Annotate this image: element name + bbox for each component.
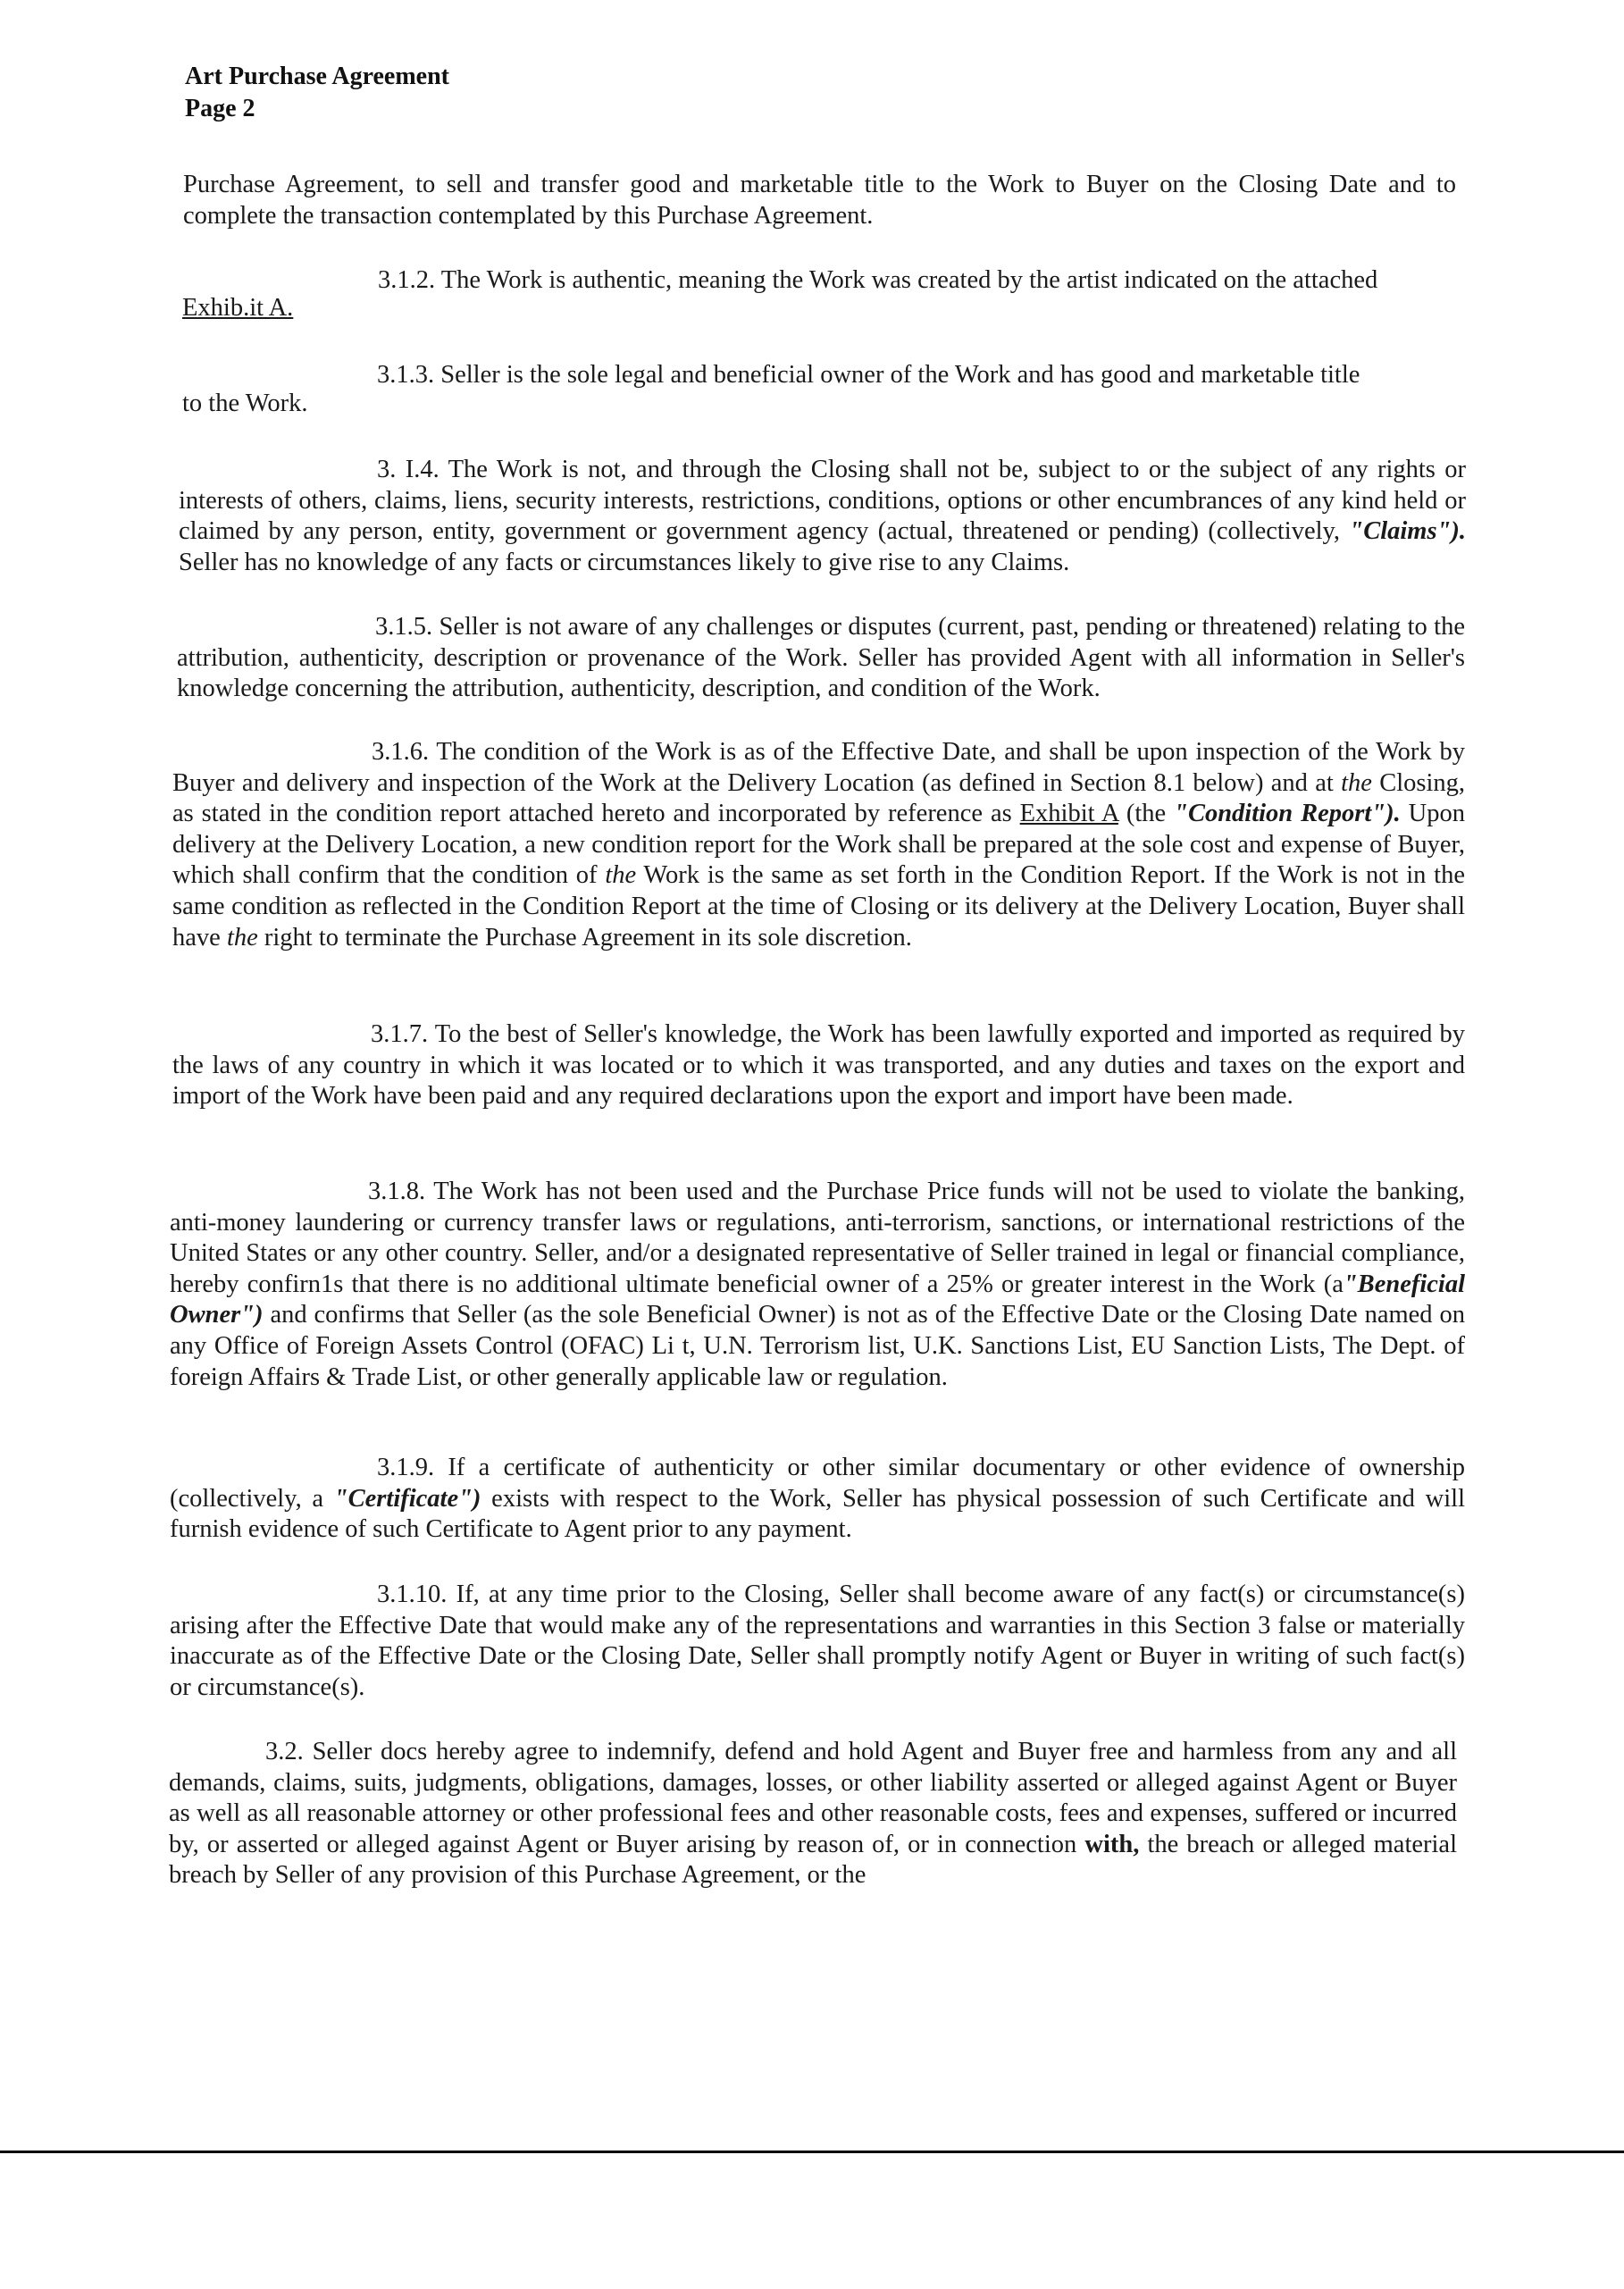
p316-text-f: right to terminate the Purchase Agreement in its sole discretion. bbox=[257, 923, 912, 952]
p316-text-a: 3.1.6. The condition of the Work is as of the Effective Date, and shall be upon inspection of the Work by Buyer and delivery and inspection of the Work at the Delivery Location (as defined in Section 8.1 below) and at bbox=[172, 738, 1465, 797]
p316-text-b: Closing, as stated in the condition report attached hereto and incorporated by reference as bbox=[172, 768, 1466, 828]
paragraph-3-1-10: 3.1.10. If, at any time prior to the Closing, Seller shall become aware of any fact(s) or circumstance(s) arising after the Effective Date that would make any of the representations and warranties in this Section 3 false or materially inaccurate as of the Effective Date or the Closing Date, Seller shall promptly notify Agent or Buyer in writing of such fact(s) or circumstance(s). bbox=[170, 1580, 1465, 1701]
p32-text-a: 3.2. Seller docs hereby agree to indemnify, defend and hold Agent and Buyer free and harmless from any and all demands, claims, suits, judgments, obligations, damages, losses, or other liability asserted or alleged against Agent or Buyer as well as all reasonable attorney or other professional fees and other reasonable costs, fees and expenses, suffered or incurred by, or asserted or alleged against Agent or Buyer arising by reason of, or in connection bbox=[169, 1738, 1457, 1858]
page-bottom-rule bbox=[0, 2151, 1624, 2153]
paragraph-3-1-3: 3.1.3. Seller is the sole legal and beneficial owner of the Work and has good and marketable title bbox=[377, 361, 1360, 389]
paragraph-3-1-4 bbox=[179, 455, 1466, 578]
paragraph-3-2 bbox=[169, 1737, 1457, 1891]
p316-the-2: the bbox=[605, 861, 637, 890]
p32-with: with, bbox=[1084, 1830, 1140, 1858]
page-header bbox=[185, 61, 449, 125]
certificate-term: "Certificate") bbox=[333, 1484, 481, 1513]
p318-text-b: and confirms that Seller (as the sole Beneficial Owner) is not as of the Effective Date or the Closing Date named on any Office of Foreign Assets Control (OFAC) Li t, U.N. Terrorism list, U.K. Sanctions List, EU Sanction Lists, The Dept. of foreign Affairs & Trade List, or other generally applicable law or regulation. bbox=[170, 1301, 1465, 1391]
p319-text-b: exists with respect to the Work, Seller has physical possession of such Certificate and will furnish evidence of such Certificate to Agent prior to any payment. bbox=[170, 1484, 1465, 1544]
exhibit-a-reference[interactable]: Exhibit A bbox=[1019, 800, 1118, 828]
p319-text-a: 3.1.9. If a certificate of authenticity or other similar documentary or other evidence of ownership (collectively, a bbox=[170, 1454, 1465, 1513]
p316-the-1: the bbox=[1341, 768, 1372, 797]
paragraph-3-1-5: 3.1.5. Seller is not aware of any challenges or disputes (current, past, pending or threatened) relating to the attribution, authenticity, description or provenance of the Work. Seller has provided Agent with all information in Seller's knowledge concerning the attribution, authenticity, description, and condition of the Work. bbox=[177, 613, 1465, 703]
document-title: Art Purchase Agreement bbox=[185, 63, 449, 90]
page-number: Page 2 bbox=[185, 95, 255, 122]
p314-text-b: Seller has no knowledge of any facts or circumstances likely to give rise to any Claims. bbox=[179, 548, 1070, 576]
paragraph-3-1-6 bbox=[172, 737, 1465, 953]
p316-text-e: Work is the same as set forth in the Condition Report. If the Work is not in the same condition as reflected in the Condition Report at the time of Closing or its delivery at the Delivery Location, Buyer shall have bbox=[172, 861, 1465, 952]
paragraph-3-1-7: 3.1.7. To the best of Seller's knowledge, the Work has been lawfully exported and imported as required by the laws of any country in which it was located or to which it was transported, and any duties and taxes on the export and import of the Work have been paid and any required declarations upon the export and import have been made. bbox=[172, 1020, 1465, 1111]
p314-text-a: 3. I.4. The Work is not, and through the Closing shall not be, subject to or the subject of any rights or interests of others, claims, liens, security interests, restrictions, conditions, options or other encumbrances of any kind held or claimed by any person, entity, government or government agency (actual, threatened or pending) (collectively, bbox=[179, 456, 1466, 546]
condition-report-term: "Condition Report"). bbox=[1174, 800, 1401, 828]
exhibit-a-link[interactable]: Exhib.it A. bbox=[182, 294, 294, 322]
paragraph-3-1-2: 3.1.2. The Work is authentic, meaning the Work was created by the artist indicated on the attached bbox=[378, 266, 1378, 294]
claims-term: "Claims"). bbox=[1349, 517, 1466, 546]
paragraph-3-1-8 bbox=[170, 1177, 1465, 1393]
p316-the-3: the bbox=[226, 923, 258, 952]
paragraph-intro: Purchase Agreement, to sell and transfer good and marketable title to the Work to Buyer on the Closing Date and to complete the transaction contemplated by this Purchase Agreement. bbox=[183, 171, 1456, 230]
p32-text-b: the breach or alleged material breach by Seller of any provision of this Purchase Agreement, or the bbox=[169, 1830, 1457, 1890]
p316-text-c: (the bbox=[1118, 800, 1175, 828]
beneficial-owner-term: "Beneficial Owner") bbox=[170, 1270, 1465, 1329]
paragraph-3-1-3-tail: to the Work. bbox=[182, 390, 308, 417]
p316-text-d: Upon delivery at the Delivery Location, a new condition report for the Work shall be prepared at the sole cost and expense of Buyer, which shall confirm that the condition of bbox=[172, 800, 1465, 890]
paragraph-3-1-9 bbox=[170, 1453, 1465, 1546]
p318-text-a: 3.1.8. The Work has not been used and the Purchase Price funds will not be used to violate the banking, anti-money laundering or currency transfer laws or regulations, anti-terrorism, sanctions, or international restrictions of the United States or any other country. Seller, and/or a designated representative of Seller trained in legal or financial compliance, hereby confirn1s that there is no additional ultimate beneficial owner of a 25% or greater interest in the Work (a bbox=[170, 1178, 1465, 1298]
